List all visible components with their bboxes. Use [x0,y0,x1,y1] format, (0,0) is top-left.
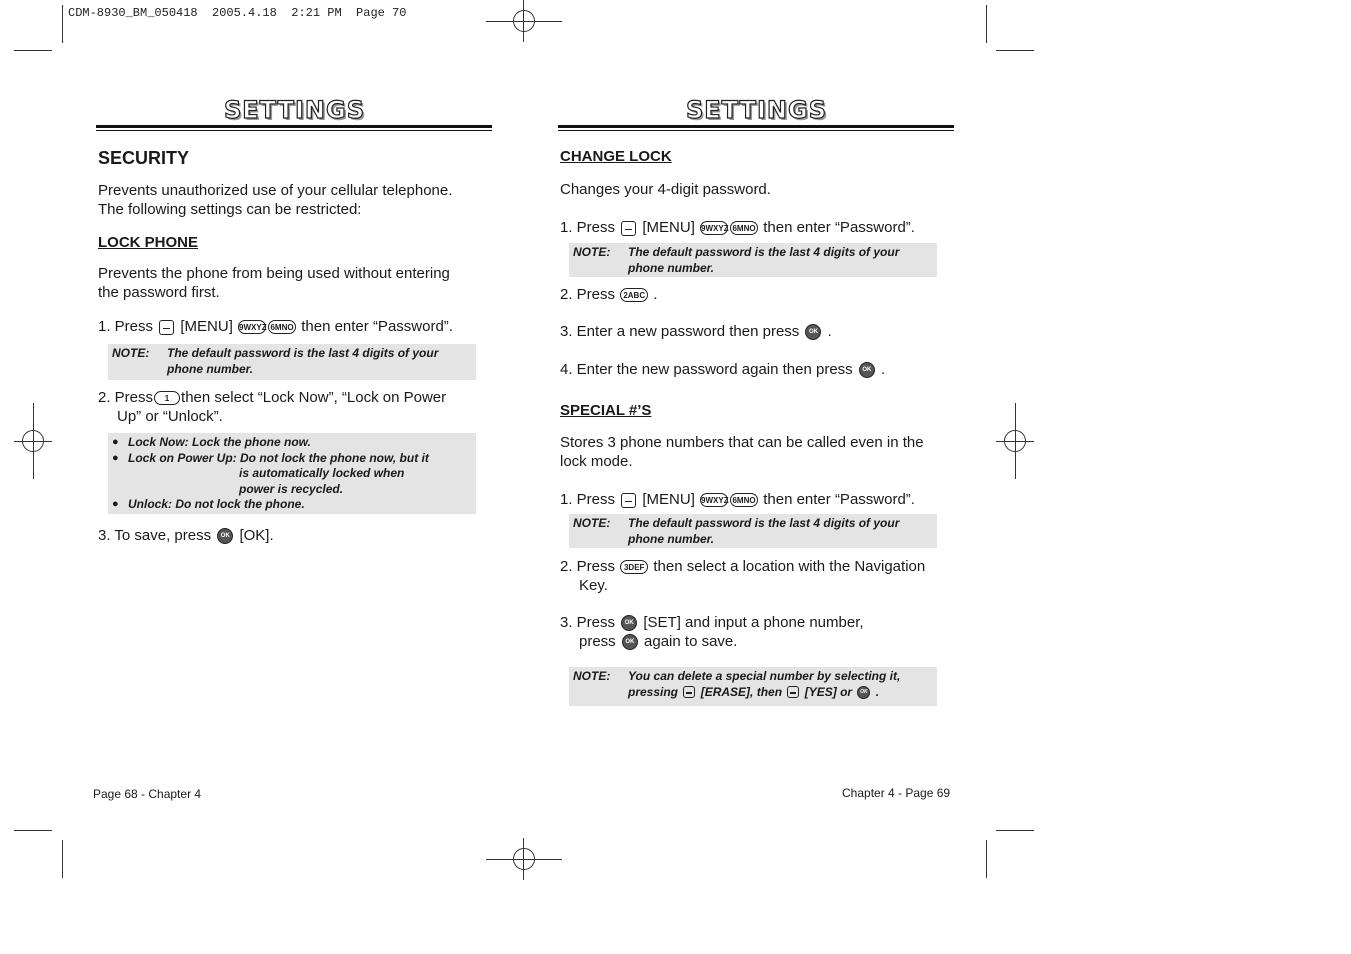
note-box [569,667,937,706]
ok-key-icon: OK [217,528,233,544]
intro-line: Prevents unauthorized use of your cellular telephone. [98,182,453,199]
step-text: 1. Press [98,318,154,335]
step-text: [OK]. [239,527,274,544]
crop-mark [62,5,63,43]
step-text: [SET] and input a phone number, [643,614,864,631]
registration-mark-line [1015,403,1016,479]
section-heading: SECURITY [98,148,190,168]
left-soft-key-icon [159,320,174,335]
note-line: The default password is the last 4 digits of your [628,516,900,530]
note-text-segment: [YES] or [804,684,853,699]
change-lock-step-4 [560,360,885,379]
key-1-icon: 1 [154,391,180,405]
bullet-continuation: power is recycled. [239,481,344,496]
options-box [108,433,476,514]
page-title: SETTINGS [686,96,827,124]
key-6-icon: 6MNO [730,493,758,507]
step-text: then enter “Password”. [763,219,915,236]
note-text-segment: . [875,684,880,699]
step-text: then select a location with the Navigation [653,558,926,575]
key-6-icon: 6MNO [730,221,758,235]
left-soft-key-icon [787,686,799,698]
note-text [628,245,933,276]
crop-mark [14,50,52,51]
special-step-1 [560,490,915,509]
desc-line: Prevents the phone from being used without entering [98,265,450,282]
key-9-icon: 9WXYZ [700,221,728,235]
special-step-3 [560,613,864,651]
note-label: NOTE: [112,346,150,360]
step-text: 3. Press [560,614,616,631]
title-rule [558,130,954,131]
note-text [628,669,933,700]
left-soft-key-icon [621,493,636,508]
right-soft-key-icon [683,686,695,698]
step-text: . [827,323,832,340]
ok-key-icon: OK [622,634,638,650]
registration-mark-line [486,859,562,860]
bullet-continuation: is automatically locked when [239,466,405,480]
page-footer: Page 68 - Chapter 4 [93,787,202,801]
ok-key-icon: OK [805,324,821,340]
note-box [569,243,937,277]
note-label: NOTE: [573,516,611,530]
change-lock-step-1 [560,218,915,237]
intro-line: The following settings can be restricted: [98,201,362,218]
step-text: 1. Press [560,491,616,508]
step-text: . [653,286,658,303]
step-text: then enter “Password”. [763,491,915,508]
special-step-2 [560,557,925,595]
step-text: 3. To save, press [98,527,212,544]
desc-line: Stores 3 phone numbers that can be called even in the [560,434,924,451]
step-text: Up” or “Unlock”. [117,408,223,425]
subheading-change-lock: CHANGE LOCK [560,148,672,165]
bullet-item: ● Lock on Power Up: Do not lock the phone now, but it [114,451,470,467]
registration-mark-line [523,0,524,42]
note-label: NOTE: [573,245,611,259]
left-soft-key-icon [621,221,636,236]
title-rule [96,125,492,128]
key-9-icon: 9WXYZ [700,493,728,507]
registration-mark-line [486,21,562,22]
note-line: You can delete a special number by selecting it, [628,669,901,683]
step-2 [98,388,446,426]
ok-key-icon: OK [857,686,870,699]
print-header: CDM-8930_BM_050418 2005.4.18 2:21 PM Page 70 [68,6,407,20]
page-title: SETTINGS [224,96,365,124]
title-rule [558,125,954,128]
note-line [628,685,933,701]
desc-line: lock mode. [560,453,633,470]
page-footer: Chapter 4 - Page 69 [842,786,951,800]
bullet-item: ● Lock Now: Lock the phone now. [114,435,470,451]
crop-mark [14,830,52,831]
ok-key-icon: OK [621,615,637,631]
note-text [167,346,472,377]
subheading-lock-phone: LOCK PHONE [98,234,199,251]
step-text: [MENU] [180,318,233,335]
change-lock-step-2 [560,285,658,304]
crop-mark [986,840,987,878]
note-text-segment: pressing [628,684,679,699]
step-text: again to save. [644,633,738,650]
step-text: . [881,361,886,378]
step-text: then enter “Password”. [301,318,453,335]
step-text: 4. Enter the new password again then press [560,361,853,378]
special-numbers-desc [560,433,924,471]
note-text-segment: [ERASE], then [700,684,783,699]
step-text: 2. Press [560,558,616,575]
note-box [569,514,937,548]
note-label: NOTE: [573,669,611,683]
bullet-item: ● Unlock: Do not lock the phone. [114,497,470,513]
note-text [628,516,933,547]
step-text: 1. Press [560,219,616,236]
change-lock-step-3 [560,322,832,341]
step-text: 3. Enter a new password then press [560,323,800,340]
lock-phone-desc [98,264,450,302]
subheading-special-numbers: SPECIAL #’S [560,402,652,419]
step-text: Key. [579,577,608,594]
note-line: The default password is the last 4 digits of your [628,245,900,259]
step-text: [MENU] [642,491,695,508]
title-rule [96,130,492,131]
registration-mark-line [523,838,524,880]
registration-mark-line [33,403,34,479]
step-1 [98,317,453,336]
note-line: The default password is the last 4 digits of your [167,346,439,360]
crop-mark [62,840,63,878]
step-text: press [579,633,616,650]
crop-mark [996,50,1034,51]
step-text: 2. Press [560,286,616,303]
step-3 [98,526,274,545]
note-line: phone number. [628,260,715,275]
note-line: phone number. [167,361,254,376]
key-9-icon: 9WXYZ [238,320,266,334]
key-3-icon: 3DEF [620,560,648,574]
intro-text [98,181,452,219]
crop-mark [986,5,987,43]
crop-mark [996,830,1034,831]
key-6-icon: 6MNO [268,320,296,334]
note-box [108,344,476,380]
step-text: then select “Lock Now”, “Lock on Power [181,389,447,406]
key-2-icon: 2ABC [620,288,648,302]
step-text: 2. Press [98,389,154,406]
step-text: [MENU] [642,219,695,236]
change-lock-desc: Changes your 4-digit password. [560,181,771,198]
desc-line: the password first. [98,284,220,301]
ok-key-icon: OK [859,362,875,378]
note-line: phone number. [628,531,715,546]
